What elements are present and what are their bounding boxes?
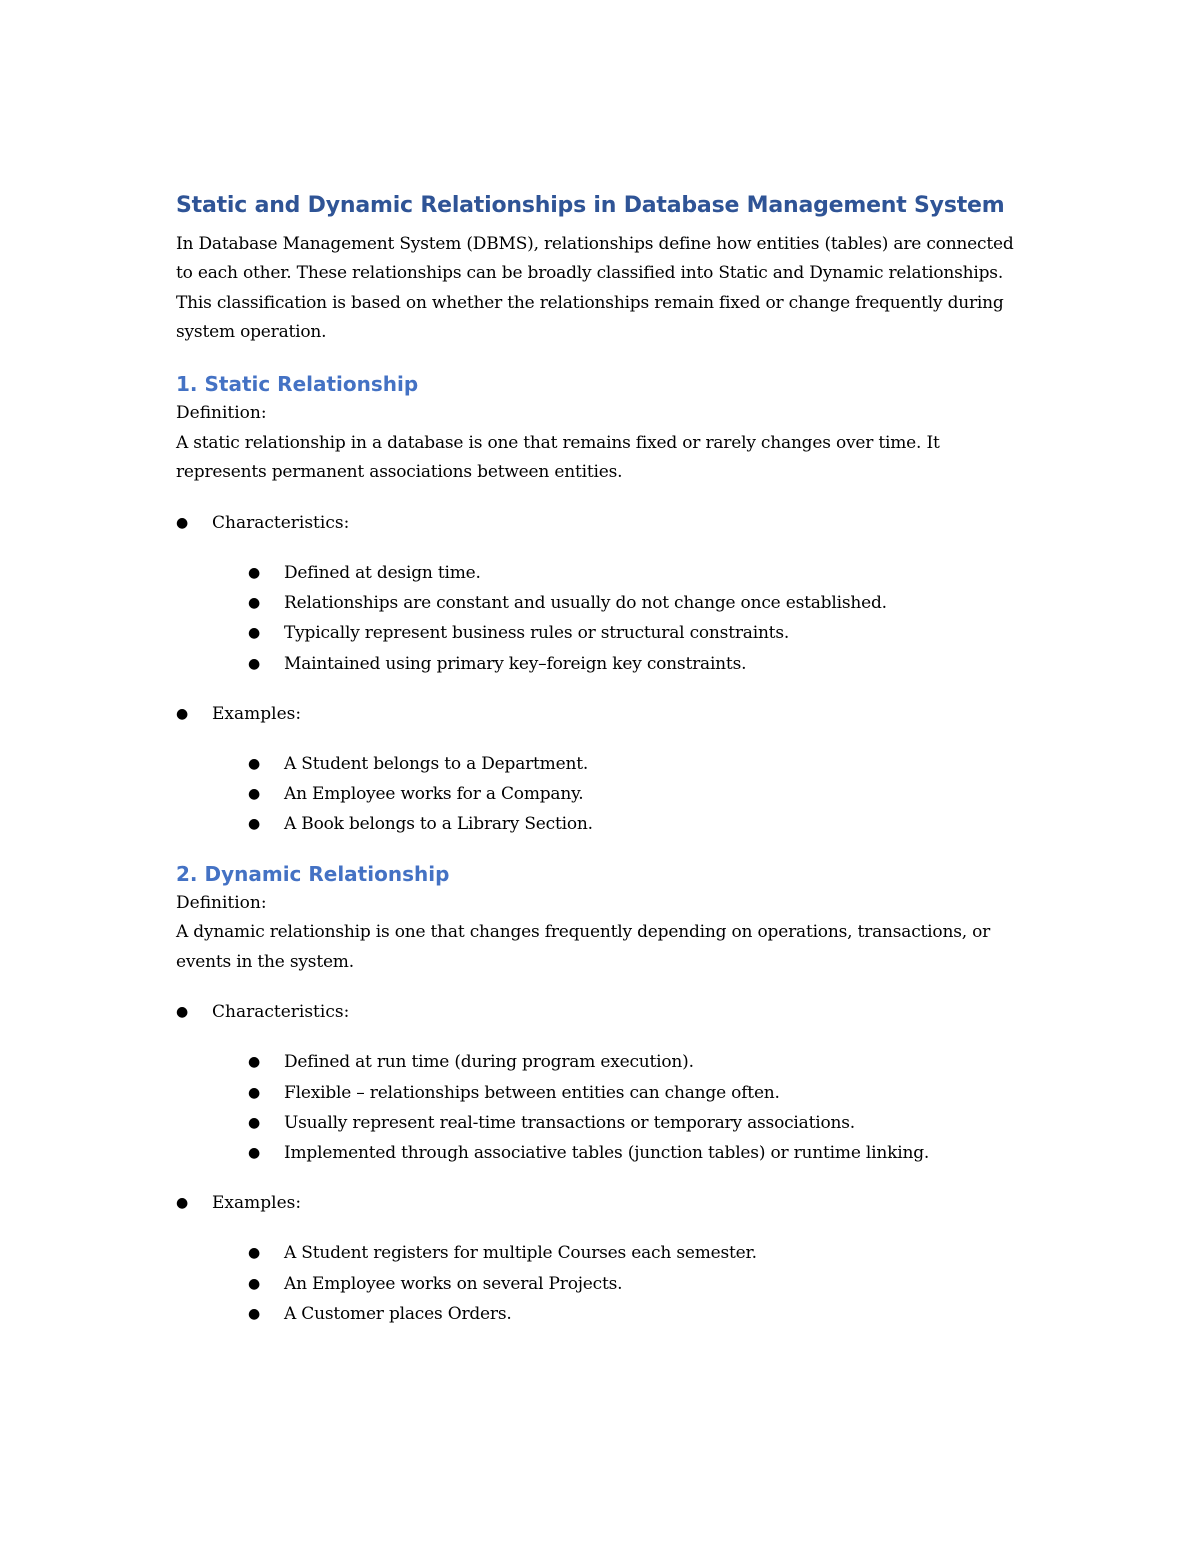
intro-paragraph: In Database Management System (DBMS), relationships define how entities (tables) are connected to each other. These relationships can be broadly classified into Static and Dynamic relationships. This classification is based on whether the relationships remain fixed or change frequently during system operation. bbox=[176, 234, 1014, 342]
section-dynamic-relationship bbox=[176, 859, 1026, 1330]
examples-label: Examples: bbox=[212, 1193, 302, 1214]
list-item bbox=[176, 997, 1026, 1168]
list-item-text: Relationships are constant and usually do not change once established. bbox=[284, 592, 887, 613]
definition-text: A dynamic relationship is one that changes frequently depending on operations, transactions, or events in the system. bbox=[176, 922, 991, 972]
definition-text: A static relationship in a database is one that remains fixed or rarely changes over time. It represents permanent associations between entities. bbox=[176, 432, 940, 483]
characteristics-list bbox=[212, 558, 1026, 679]
bullet-icon: ● bbox=[248, 816, 261, 833]
list-item bbox=[212, 588, 1026, 618]
list-item-text: An Employee works for a Company. bbox=[284, 784, 584, 805]
list-item bbox=[212, 1047, 1026, 1077]
bullet-icon: ● bbox=[176, 514, 189, 531]
bullet-icon: ● bbox=[248, 594, 261, 611]
bullet-icon: ● bbox=[248, 755, 261, 772]
bullet-icon: ● bbox=[248, 1275, 261, 1292]
document-title: Static and Dynamic Relationships in Database Management System bbox=[176, 193, 1005, 218]
document-body bbox=[176, 190, 1026, 1329]
list-item bbox=[176, 508, 1026, 679]
list-item bbox=[212, 1108, 1026, 1138]
list-item-text: Defined at run time (during program execution). bbox=[284, 1052, 694, 1073]
bullet-icon: ● bbox=[248, 1054, 261, 1071]
list-item bbox=[212, 809, 1026, 839]
list-item bbox=[212, 1299, 1026, 1329]
list-item-text: A Customer places Orders. bbox=[284, 1304, 512, 1325]
bullet-icon: ● bbox=[248, 564, 261, 581]
bullet-icon: ● bbox=[248, 655, 261, 672]
list-item bbox=[212, 1238, 1026, 1268]
list-item bbox=[212, 1078, 1026, 1108]
list-item-text: A Student belongs to a Department. bbox=[284, 753, 589, 774]
list-item-text: A Student registers for multiple Courses each semester. bbox=[284, 1243, 757, 1264]
examples-list bbox=[212, 749, 1026, 840]
list-item bbox=[212, 649, 1026, 679]
characteristics-label: Characteristics: bbox=[212, 1002, 350, 1023]
section-heading: 2. Dynamic Relationship bbox=[176, 861, 450, 886]
list-item-text: Implemented through associative tables (junction tables) or runtime linking. bbox=[284, 1143, 930, 1164]
list-item-text: Defined at design time. bbox=[284, 562, 481, 583]
definition-label: Definition: bbox=[176, 403, 267, 424]
list-item-text: Usually represent real-time transactions or temporary associations. bbox=[284, 1112, 855, 1133]
section-static-relationship bbox=[176, 369, 1026, 840]
list-item bbox=[212, 618, 1026, 648]
bullet-icon: ● bbox=[248, 786, 261, 803]
list-item bbox=[212, 1269, 1026, 1299]
bullet-icon: ● bbox=[248, 1306, 261, 1323]
list-item-text: Flexible – relationships between entities can change often. bbox=[284, 1082, 780, 1103]
bullet-icon: ● bbox=[176, 1004, 189, 1021]
bullet-icon: ● bbox=[248, 625, 261, 642]
list-item-text: An Employee works on several Projects. bbox=[284, 1273, 623, 1294]
list-item bbox=[212, 1138, 1026, 1168]
bullet-icon: ● bbox=[248, 1245, 261, 1262]
bullet-icon: ● bbox=[176, 705, 189, 722]
examples-label: Examples: bbox=[212, 703, 302, 724]
list-item-text: Typically represent business rules or structural constraints. bbox=[284, 623, 790, 644]
bullet-icon: ● bbox=[248, 1145, 261, 1162]
list-item bbox=[212, 779, 1026, 809]
bullet-icon: ● bbox=[248, 1114, 261, 1131]
section-heading: 1. Static Relationship bbox=[176, 372, 419, 397]
examples-list bbox=[212, 1238, 1026, 1329]
bullet-icon: ● bbox=[248, 1084, 261, 1101]
list-item bbox=[212, 558, 1026, 588]
section-list bbox=[176, 508, 1026, 840]
characteristics-label: Characteristics: bbox=[212, 512, 350, 533]
section-list bbox=[176, 997, 1026, 1329]
definition-label: Definition: bbox=[176, 892, 267, 913]
characteristics-list bbox=[212, 1047, 1026, 1168]
bullet-icon: ● bbox=[176, 1195, 189, 1212]
list-item-text: A Book belongs to a Library Section. bbox=[284, 814, 593, 835]
list-item bbox=[176, 699, 1026, 840]
list-item bbox=[212, 749, 1026, 779]
list-item bbox=[176, 1188, 1026, 1329]
list-item-text: Maintained using primary key–foreign key constraints. bbox=[284, 653, 747, 674]
